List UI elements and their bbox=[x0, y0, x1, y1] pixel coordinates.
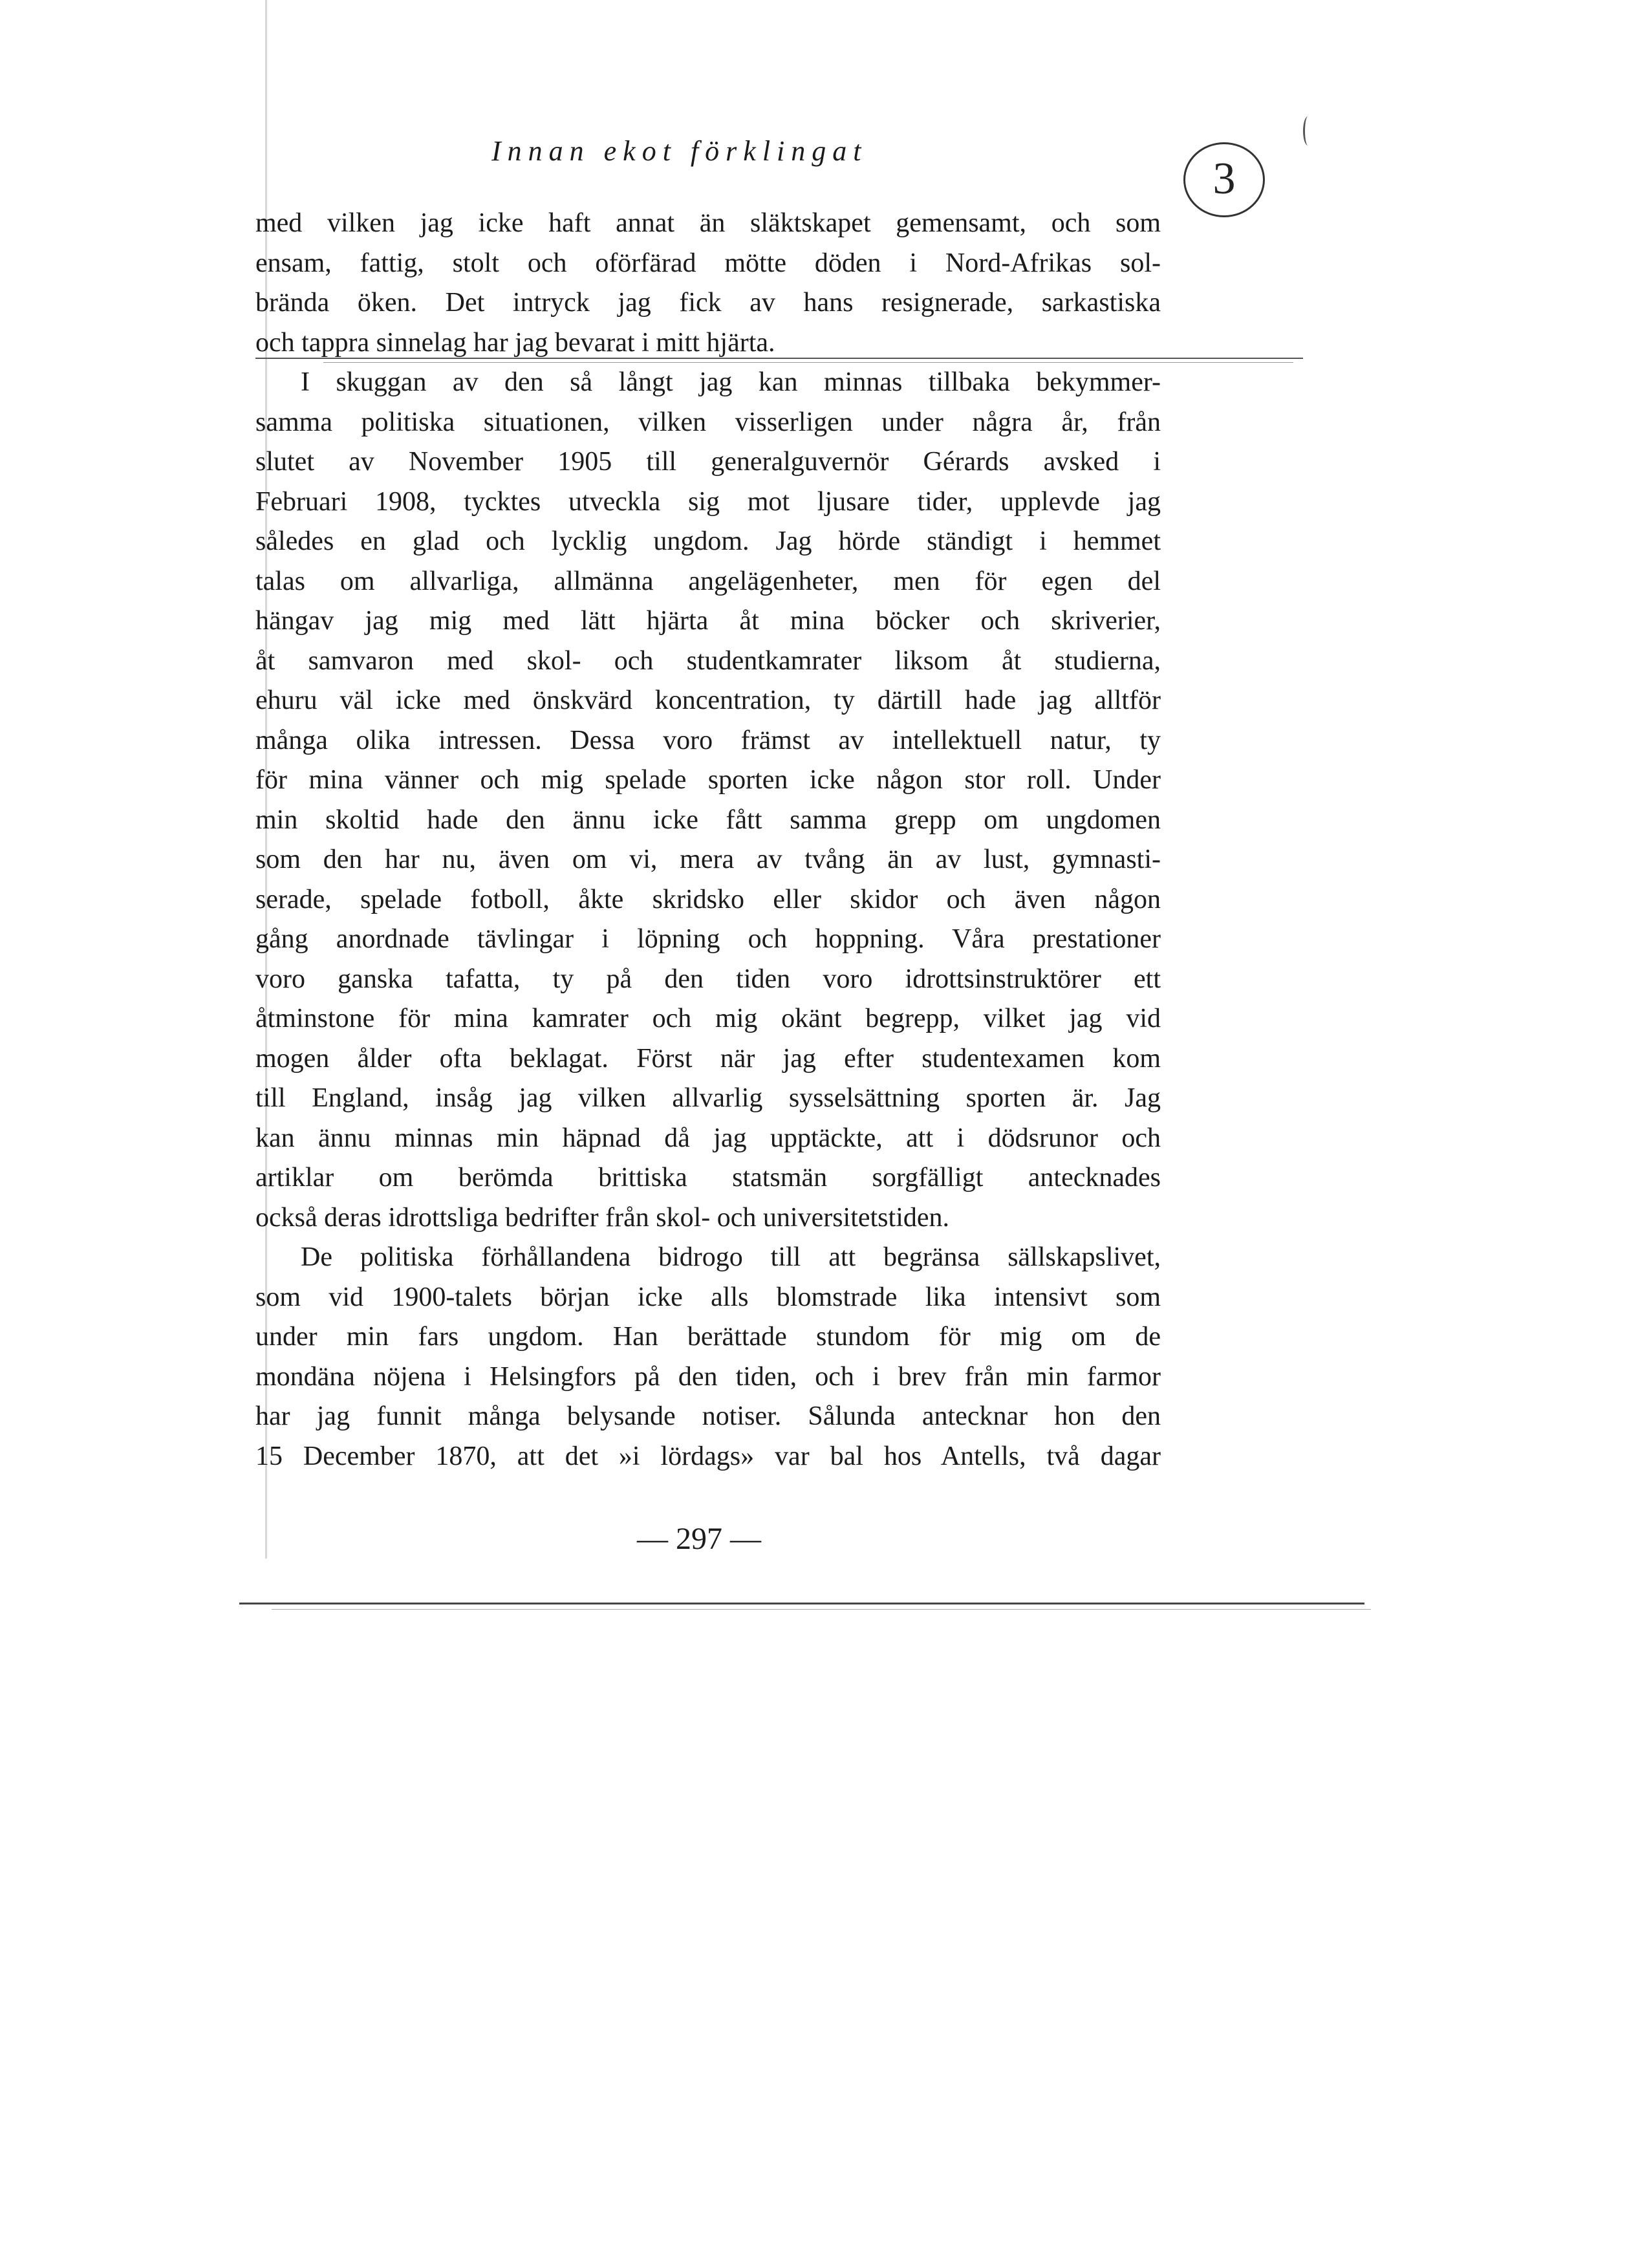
underline-rule-faint bbox=[323, 362, 1293, 363]
text-line: Februari 1908, tycktes utveckla sig mot ljusare tider, upplevde jag bbox=[255, 486, 1161, 517]
text-line: voro ganska tafatta, ty på den tiden voro idrottsinstruktörer ett bbox=[255, 964, 1161, 994]
handwritten-page-marker: 3 bbox=[1183, 142, 1265, 217]
text-line: under min fars ungdom. Han berättade stundom för mig om de bbox=[255, 1322, 1161, 1352]
text-line: som den har nu, även om vi, mera av tvång än av lust, gymnasti- bbox=[255, 845, 1161, 874]
text-line: hängav jag mig med lätt hjärta åt mina böcker och skriverier, bbox=[255, 606, 1161, 636]
text-line: och tappra sinnelag har jag bevarat i mitt hjärta. bbox=[255, 327, 775, 358]
text-line: De politiska förhållandena bidrogo till att begränsa sällskapslivet, bbox=[301, 1242, 1161, 1272]
text-line: serade, spelade fotboll, åkte skridsko eller skidor och även någon bbox=[255, 884, 1161, 914]
underline-rule bbox=[255, 358, 1303, 359]
pencil-mark bbox=[1303, 116, 1313, 146]
text-line: mondäna nöjena i Helsingfors på den tiden, och i brev från min farmor bbox=[255, 1361, 1161, 1392]
body-text bbox=[255, 204, 1161, 1476]
text-line: talas om allvarliga, allmänna angelägenheter, men för egen del bbox=[255, 566, 1161, 596]
text-line: kan ännu minnas min häpnad då jag upptäckte, att i dödsrunor och bbox=[255, 1123, 1161, 1153]
text-line: som vid 1900-talets början icke alls blomstrade lika intensivt som bbox=[255, 1282, 1161, 1312]
text-line: samma politiska situationen, vilken visserligen under några år, från bbox=[255, 407, 1161, 437]
text-line: I skuggan av den så långt jag kan minnas tillbaka bekymmer- bbox=[301, 367, 1161, 397]
text-line: gång anordnade tävlingar i löpning och hoppning. Våra prestationer bbox=[255, 924, 1161, 954]
scan-bottom-edge-faint bbox=[272, 1609, 1371, 1610]
text-line: för mina vänner och mig spelade sporten icke någon stor roll. Under bbox=[255, 765, 1161, 795]
text-line: åtminstone för mina kamrater och mig okänt begrepp, vilket jag vid bbox=[255, 1004, 1161, 1033]
text-line: slutet av November 1905 till generalguvernör Gérards avsked i bbox=[255, 447, 1161, 477]
text-line: med vilken jag icke haft annat än släktskapet gemensamt, och som bbox=[255, 208, 1161, 238]
page-number: — 297 — bbox=[637, 1522, 761, 1556]
running-head: Innan ekot förklingat bbox=[491, 135, 868, 167]
text-line: många olika intressen. Dessa voro främst av intellektuell natur, ty bbox=[255, 725, 1161, 755]
text-line: min skoltid hade den ännu icke fått samma grepp om ungdomen bbox=[255, 805, 1161, 835]
text-line: 15 December 1870, att det »i lördags» var bal hos Antells, två dagar bbox=[255, 1441, 1161, 1471]
text-line: artiklar om berömda brittiska statsmän sorgfälligt antecknades bbox=[255, 1163, 1161, 1193]
text-line: mogen ålder ofta beklagat. Först när jag efter studentexamen kom bbox=[255, 1043, 1161, 1074]
scan-bottom-edge bbox=[239, 1603, 1364, 1604]
text-line: till England, insåg jag vilken allvarlig sysselsättning sporten är. Jag bbox=[255, 1083, 1161, 1113]
text-line: också deras idrottsliga bedrifter från skol- och universitetstiden. bbox=[255, 1202, 950, 1233]
text-line: har jag funnit många belysande notiser. Sålunda antecknar hon den bbox=[255, 1401, 1161, 1431]
text-line: ehuru väl icke med önskvärd koncentration, ty därtill hade jag alltför bbox=[255, 686, 1161, 715]
text-line: brända öken. Det intryck jag fick av hans resignerade, sarkastiska bbox=[255, 288, 1161, 318]
text-line: åt samvaron med skol- och studentkamrater liksom åt studierna, bbox=[255, 645, 1161, 676]
text-line: således en glad och lycklig ungdom. Jag hörde ständigt i hemmet bbox=[255, 526, 1161, 556]
text-line: ensam, fattig, stolt och oförfärad mötte döden i Nord-Afrikas sol- bbox=[255, 248, 1161, 278]
